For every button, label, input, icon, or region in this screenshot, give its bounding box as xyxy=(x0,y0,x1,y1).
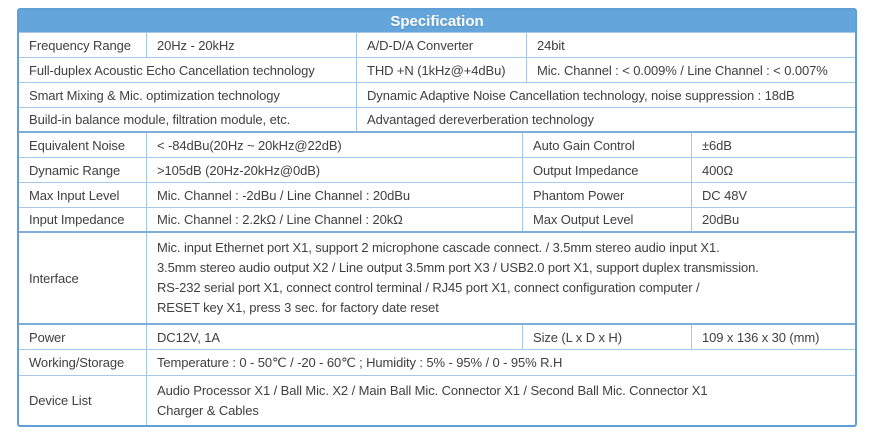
spec-value-phantom-power: DC 48V xyxy=(702,187,747,203)
spec-label-balance-module: Build-in balance module, filtration module, etc. xyxy=(19,108,357,131)
spec-value-adda-converter: 24bit xyxy=(537,37,565,53)
spec-label-max-input-level: Max Input Level xyxy=(19,183,147,207)
interface-line-1: Mic. input Ethernet port X1, support 2 microphone cascade connect. / 3.5mm stereo audio input X1. xyxy=(157,240,720,255)
table-row-interface xyxy=(19,233,855,325)
spec-label-device-list: Device List xyxy=(19,376,147,425)
table-row-power xyxy=(19,325,855,350)
spec-value-thd: Mic. Channel : < 0.009% / Line Channel : < 0.007% xyxy=(537,62,828,78)
spec-value-frequency-range: 20Hz - 20kHz xyxy=(147,33,357,57)
table-header xyxy=(19,10,855,33)
spec-label-equivalent-noise: Equivalent Noise xyxy=(19,133,147,157)
spec-label-size: Size (L x D x H) xyxy=(523,325,692,349)
spec-label-input-impedance: Input Impedance xyxy=(19,208,147,231)
table-row-smart-mixing xyxy=(19,83,855,108)
spec-value-dynamic-range: >105dB (20Hz-20kHz@0dB) xyxy=(147,158,523,182)
spec-label-phantom-power: Phantom Power xyxy=(523,183,692,207)
spec-label-frequency-range: Frequency Range xyxy=(19,33,147,57)
spec-value-power: DC12V, 1A xyxy=(147,325,523,349)
spec-value-interface xyxy=(147,233,855,323)
spec-label-auto-gain-control: Auto Gain Control xyxy=(523,133,692,157)
device-list-line-2: Charger & Cables xyxy=(157,402,259,418)
spec-label-thd: THD +N (1kHz@+4dBu) xyxy=(357,58,527,82)
spec-value-equivalent-noise: < -84dBu(20Hz ~ 20kHz@22dB) xyxy=(147,133,523,157)
table-row-dynamic-range xyxy=(19,158,855,183)
table-row-input-impedance xyxy=(19,208,855,233)
spec-label-working-storage: Working/Storage xyxy=(19,350,147,375)
interface-line-3: RS-232 serial port X1, connect control terminal / RJ45 port X1, connect configuration computer / xyxy=(157,280,700,295)
spec-label-interface: Interface xyxy=(19,233,147,323)
spec-label-adda-converter: A/D-D/A Converter xyxy=(357,33,527,57)
table-row-balance-module xyxy=(19,108,855,133)
spec-value-output-impedance: 400Ω xyxy=(702,162,734,178)
spec-value-size: 109 x 136 x 30 (mm) xyxy=(702,329,820,345)
spec-label-smart-mixing: Smart Mixing & Mic. optimization technology xyxy=(19,83,357,107)
table-row-working-storage xyxy=(19,350,855,376)
interface-line-4: RESET key X1, press 3 sec. for factory date reset xyxy=(157,300,439,315)
spec-label-max-output-level: Max Output Level xyxy=(523,208,692,231)
spec-label-echo-cancellation: Full-duplex Acoustic Echo Cancellation technology xyxy=(19,58,357,82)
spec-value-max-input-level: Mic. Channel : -2dBu / Line Channel : 20dBu xyxy=(147,183,523,207)
spec-label-output-impedance: Output Impedance xyxy=(523,158,692,182)
spec-value-input-impedance: Mic. Channel : 2.2kΩ / Line Channel : 20kΩ xyxy=(147,208,523,231)
spec-label-power: Power xyxy=(19,325,147,349)
table-row-device-list xyxy=(19,376,855,425)
table-row-max-input-level xyxy=(19,183,855,208)
spec-value-auto-gain-control: ±6dB xyxy=(702,137,732,153)
spec-value-dereverberation: Advantaged dereverberation technology xyxy=(367,112,594,127)
spec-value-working-storage: Temperature : 0 - 50℃ / -20 - 60℃ ; Humidity : 5% - 95% / 0 - 95% R.H xyxy=(157,354,563,370)
device-list-line-1: Audio Processor X1 / Ball Mic. X2 / Main Ball Mic. Connector X1 / Second Ball Mic. Connector X1 xyxy=(157,382,708,398)
table-title: Specification xyxy=(390,12,484,30)
spec-value-max-output-level: 20dBu xyxy=(702,212,740,227)
table-row-equivalent-noise xyxy=(19,133,855,158)
table-row-echo-cancellation xyxy=(19,58,855,83)
spec-value-device-list xyxy=(147,376,855,425)
table-row-frequency xyxy=(19,33,855,58)
spec-label-dynamic-range: Dynamic Range xyxy=(19,158,147,182)
interface-line-2: 3.5mm stereo audio output X2 / Line output 3.5mm port X3 / USB2.0 port X1, support duplex transmission. xyxy=(157,260,759,275)
specification-table xyxy=(17,8,857,427)
spec-value-noise-cancellation: Dynamic Adaptive Noise Cancellation technology, noise suppression : 18dB xyxy=(367,87,795,103)
